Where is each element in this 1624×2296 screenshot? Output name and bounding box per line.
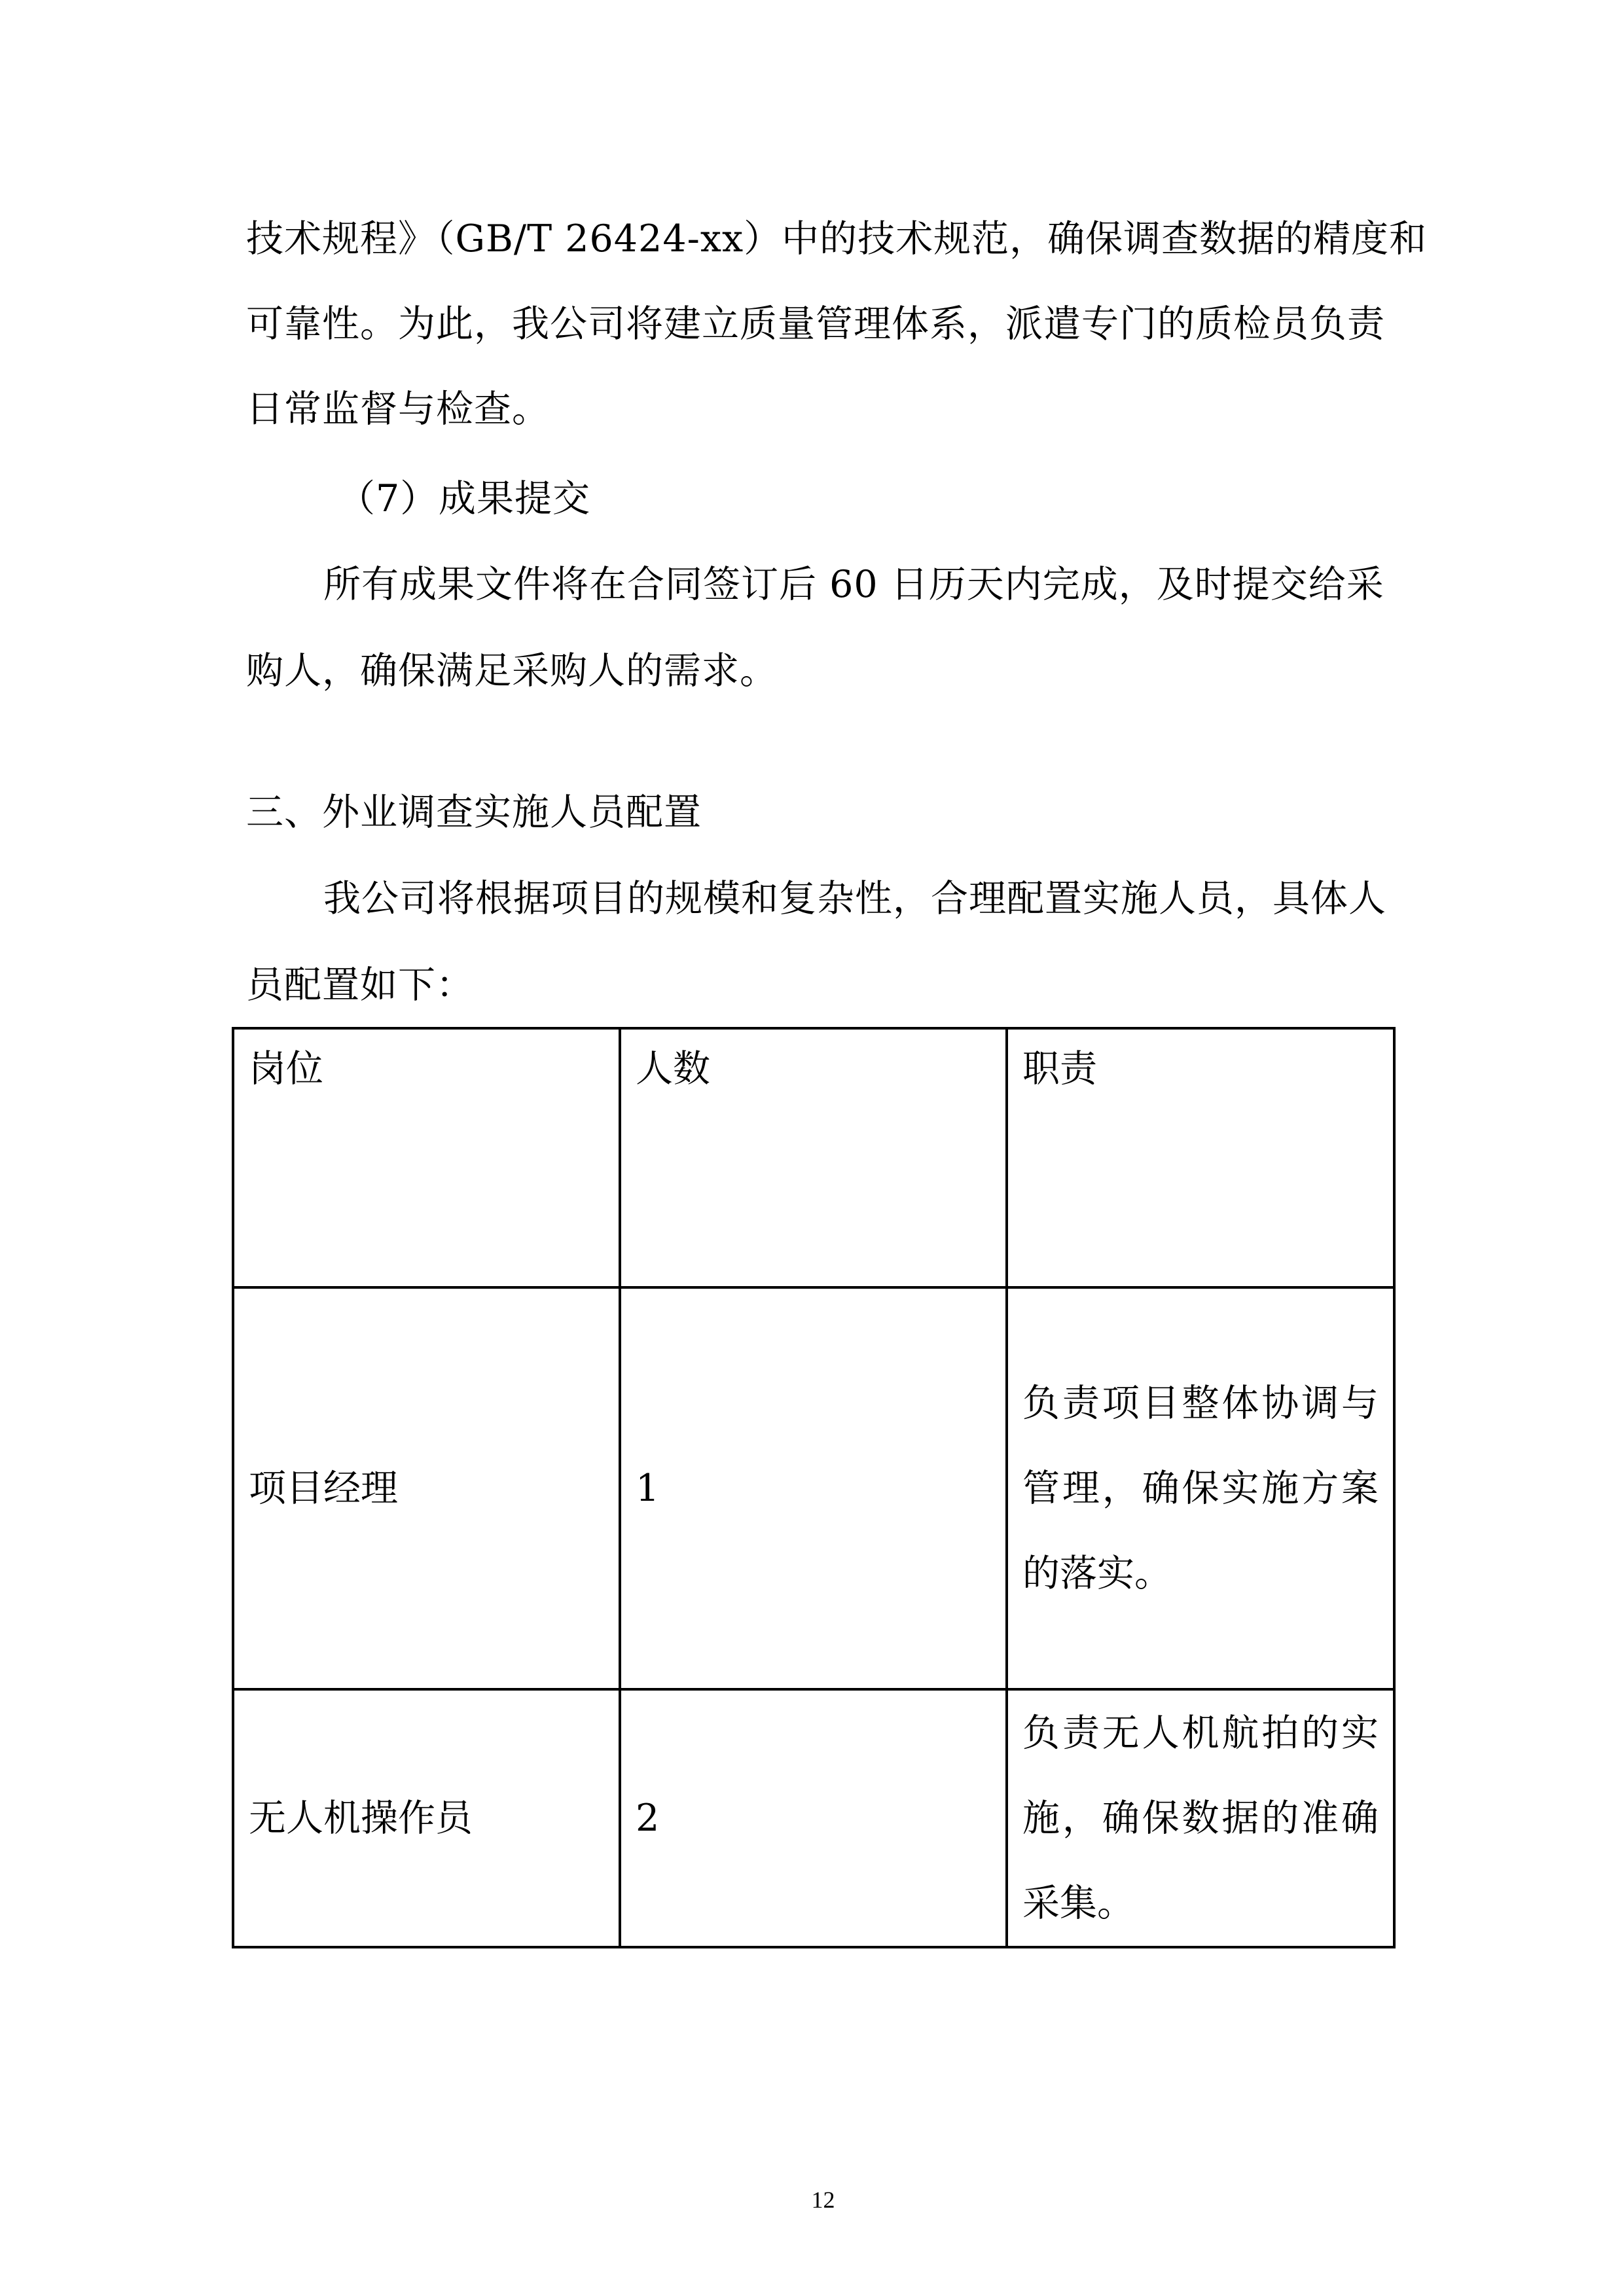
duty-line: 负责无人机航拍的实 — [1022, 1712, 1379, 1755]
paragraph-line: 购人，确保满足采购人的需求。 — [246, 649, 778, 692]
paragraph-line: 可靠性。为此，我公司将建立质量管理体系，派遣专门的质检员负责 — [246, 302, 1385, 346]
subsection-heading — [0, 476, 1624, 522]
section-heading: 三、外业调查实施人员配置 — [246, 791, 702, 834]
subsection-number: （7） — [338, 477, 439, 520]
paragraph-line: 员配置如下： — [246, 963, 474, 1007]
paragraph-line: 技术规程》（GB/T 26424-xx）中的技术规范，确保调查数据的精度和 — [246, 217, 1428, 260]
duty-line: 采集。 — [1022, 1882, 1134, 1925]
paragraph-line: 日常监督与检查。 — [246, 387, 550, 431]
cell-duty — [1007, 1287, 1394, 1689]
paragraph-line: 所有成果文件将在合同签订后 60 日历天内完成，及时提交给采 — [323, 563, 1384, 606]
duty-line: 管理，确保实施方案 — [1022, 1467, 1379, 1510]
duty-line: 的落实。 — [1022, 1552, 1172, 1595]
staff-allocation-table — [232, 1027, 1396, 1948]
cell-count: 1 — [620, 1287, 1007, 1689]
cell-position: 项目经理 — [233, 1287, 620, 1689]
header-cell-position: 岗位 — [233, 1028, 620, 1287]
header-cell-count: 人数 — [620, 1028, 1007, 1287]
page-number: 12 — [811, 2187, 835, 2213]
table-row — [233, 1287, 1394, 1689]
table-row — [233, 1689, 1394, 1947]
duty-line: 负责项目整体协调与 — [1022, 1382, 1379, 1425]
cell-count: 2 — [620, 1689, 1007, 1947]
paragraph-line: 我公司将根据项目的规模和复杂性，合理配置实施人员，具体人 — [323, 877, 1386, 920]
table-header-row — [233, 1028, 1394, 1287]
duty-line: 施，确保数据的准确 — [1022, 1797, 1379, 1840]
cell-duty — [1007, 1689, 1394, 1947]
header-cell-duty: 职责 — [1007, 1028, 1394, 1287]
cell-position: 无人机操作员 — [233, 1689, 620, 1947]
subsection-title: 成果提交 — [439, 477, 590, 520]
